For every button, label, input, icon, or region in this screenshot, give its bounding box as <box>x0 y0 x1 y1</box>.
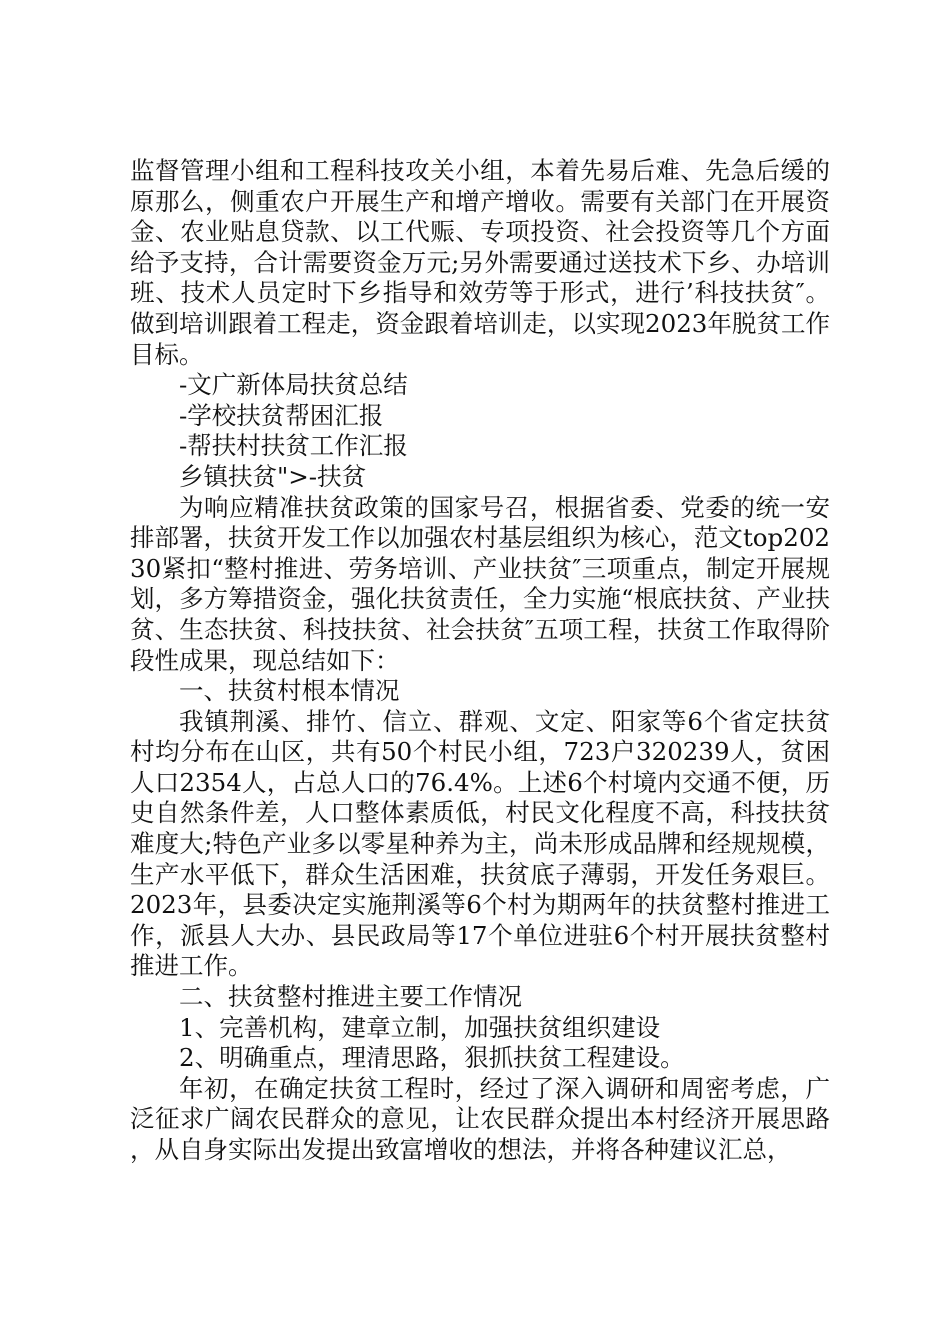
paragraph-village-overview: 我镇荆溪、排竹、信立、群观、文定、阳家等6个省定扶贫村均分布在山区，共有50个村民小组，723户320239人，贫困人口2354人，占总人口的76.4%。上述6个村境内交通不便，历史自然条件差，人口整体素质低，村民文化程度不高，科技扶贫难度大;特色产业多以零星种养为主，尚未形成品牌和经规规模，生产水平低下，群众生活困难，扶贫底子薄弱，开发任务艰巨。2023年，县委决定实施荆溪等6个村为期两年的扶贫整村推进工作，派县人大办、县民政局等17个单位进驻6个村开展扶贫整村推进工作。 <box>130 706 830 981</box>
section-heading-township: 乡镇扶贫">-扶贫 <box>179 461 367 491</box>
subheading-item-one: 1、完善机构，建章立制，加强扶贫组织建设 <box>179 1012 661 1042</box>
heading-section-one: 一、扶贫村根本情况 <box>179 676 400 706</box>
paragraph-project-selection: 年初，在确定扶贫工程时，经过了深入调研和周密考虑，广泛征求广阔农民群众的意见，让农民群众提出本村经济开展思路，从自身实际出发提出致富增收的想法，并将各种建议汇总， <box>130 1073 830 1164</box>
link-line-culture-bureau: -文广新体局扶贫总结 <box>179 370 408 400</box>
link-line-village-report: -帮扶村扶贫工作汇报 <box>179 431 408 461</box>
paragraph-intro: 为响应精准扶贫政策的国家号召，根据省委、党委的统一安排部署，扶贫开发工作以加强农村基层组织为核心，范文top20230紧扣“整村推进、劳务培训、产业扶贫″三项重点，制定开展规划，多方筹措资金，强化扶贫责任，全力实施“根底扶贫、产业扶贫、生态扶贫、科技扶贫、社会扶贫″五项工程，扶贫工作取得阶段性成果，现总结如下： <box>130 492 830 675</box>
link-line-school-report: -学校扶贫帮困汇报 <box>179 400 384 430</box>
document-body <box>130 156 830 1166</box>
heading-section-two: 二、扶贫整村推进主要工作情况 <box>179 982 522 1012</box>
subheading-item-two: 2、明确重点，理清思路，狠抓扶贫工程建设。 <box>179 1043 685 1073</box>
paragraph-funding-plan: 监督管理小组和工程科技攻关小组，本着先易后难、先急后缓的原那么，侧重农户开展生产和增产增收。需要有关部门在开展资金、农业贴息贷款、以工代赈、专项投资、社会投资等几个方面给予支持，合计需要资金万元;另外需要通过送技术下乡、办培训班、技术人员定时下乡指导和效劳等于形式，进行’科技扶贫″。做到培训跟着工程走，资金跟着培训走，以实现2023年脱贫工作目标。 <box>130 156 830 369</box>
